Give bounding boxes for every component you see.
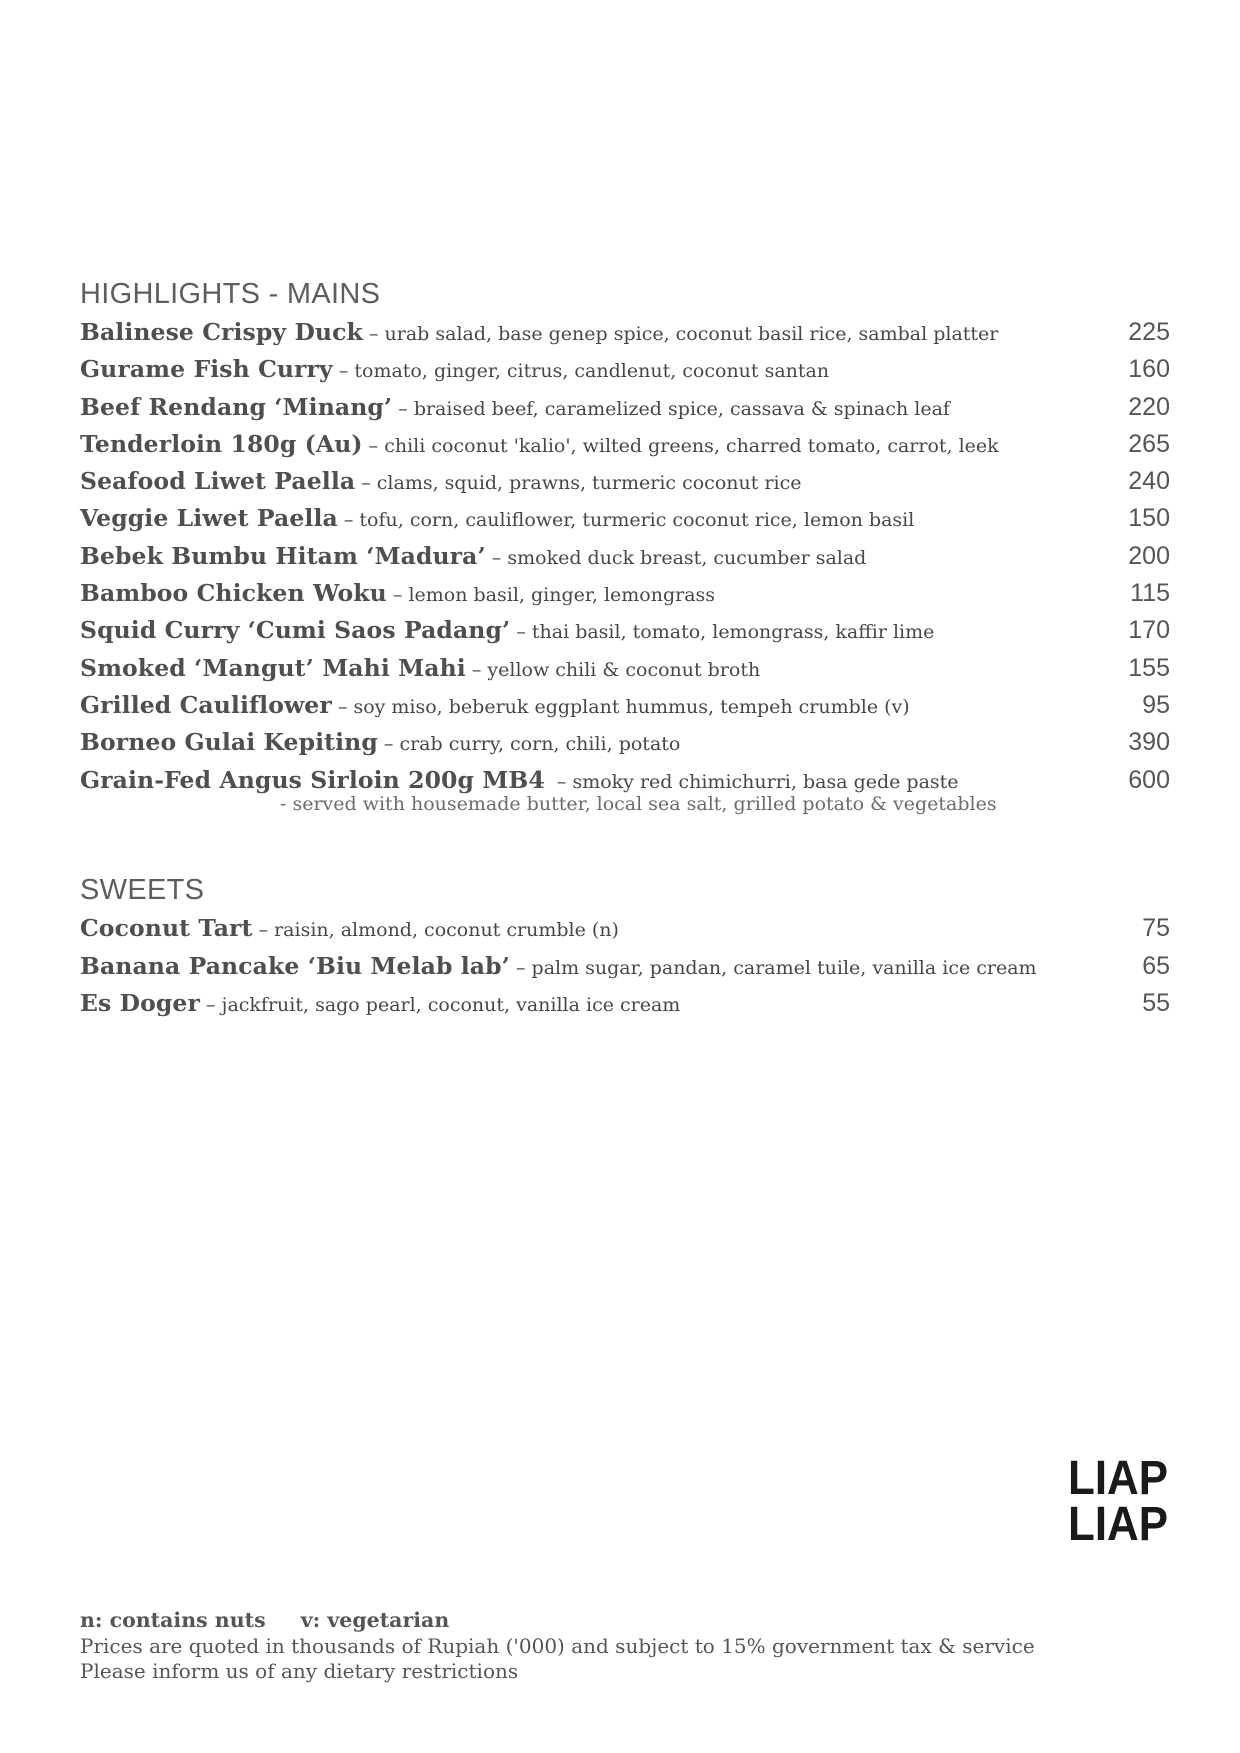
dish-price: 55 bbox=[1142, 989, 1170, 1017]
dish-price: 240 bbox=[1128, 467, 1170, 496]
separator: – bbox=[362, 434, 385, 457]
separator: – bbox=[337, 509, 360, 532]
legend-vegetarian: v: vegetarian bbox=[300, 1608, 450, 1632]
separator: – bbox=[377, 733, 400, 756]
dish-name: Grilled Cauliflower bbox=[80, 690, 332, 719]
dish-name: Balinese Crispy Duck bbox=[80, 318, 363, 346]
separator: – bbox=[331, 695, 354, 718]
menu-item bbox=[80, 728, 1170, 765]
dish-description: tofu, corn, cauliflower, turmeric coconut rice, lemon basil bbox=[359, 509, 915, 532]
dish-description: jackfruit, sago pearl, coconut, vanilla ice cream bbox=[221, 994, 681, 1016]
separator: – bbox=[510, 621, 532, 644]
menu-page bbox=[80, 0, 1170, 1753]
separator: – bbox=[485, 546, 508, 569]
dish-price: 65 bbox=[1142, 951, 1170, 980]
sweets-list bbox=[80, 914, 1170, 1027]
separator: – bbox=[392, 397, 414, 420]
menu-item bbox=[80, 579, 1170, 616]
dish-description: tomato, ginger, citrus, candlenut, coconut santan bbox=[354, 360, 830, 383]
menu-item bbox=[80, 355, 1170, 392]
dish-name: Smoked ‘Mangut’ Mahi Mahi bbox=[80, 653, 466, 682]
dish-price: 75 bbox=[1142, 914, 1170, 942]
dish-description: lemon basil, ginger, lemongrass bbox=[408, 584, 716, 607]
dietary-legend bbox=[80, 1608, 1170, 1634]
dish-price: 160 bbox=[1128, 355, 1170, 384]
dish-name: Bamboo Chicken Woku bbox=[80, 579, 387, 608]
dish-description: thai basil, tomato, lemongrass, kaffir lime bbox=[531, 621, 935, 644]
separator: – bbox=[199, 994, 222, 1016]
legend-nuts: n: contains nuts bbox=[80, 1608, 266, 1632]
dish-name: Bebek Bumbu Hitam ‘Madura’ bbox=[80, 541, 486, 570]
dish-description: palm sugar, pandan, caramel tuile, vanilla ice cream bbox=[531, 956, 1037, 979]
sweets-section-title: SWEETS bbox=[80, 874, 205, 906]
separator: – bbox=[386, 584, 409, 607]
dish-description: braised beef, caramelized spice, cassava & spinach leaf bbox=[413, 397, 950, 420]
dish-name: Coconut Tart bbox=[80, 914, 253, 942]
dish-price: 95 bbox=[1142, 690, 1170, 719]
menu-item bbox=[80, 952, 1170, 990]
menu-item bbox=[80, 467, 1170, 504]
prices-note: Prices are quoted in thousands of Rupiah ('000) and subject to 15% government tax & service bbox=[80, 1634, 1035, 1658]
dietary-note: Please inform us of any dietary restrictions bbox=[80, 1659, 519, 1683]
dish-price: 150 bbox=[1128, 504, 1170, 533]
liap-liap-logo bbox=[1068, 1452, 1168, 1544]
menu-item bbox=[80, 430, 1170, 467]
menu-item bbox=[80, 318, 1170, 355]
dish-description: clams, squid, prawns, turmeric coconut rice bbox=[376, 472, 802, 495]
menu-item bbox=[80, 616, 1170, 653]
menu-item bbox=[80, 504, 1170, 541]
dish-description: chili coconut 'kalio', wilted greens, charred tomato, carrot, leek bbox=[384, 434, 999, 457]
dish-name: Grain-Fed Angus Sirloin 200g MB4 bbox=[80, 765, 545, 794]
separator: – bbox=[362, 323, 385, 345]
dish-description: urab salad, base genep spice, coconut basil rice, sambal platter bbox=[384, 323, 999, 345]
menu-item bbox=[80, 691, 1170, 728]
dish-name: Banana Pancake ‘Biu Melab lab’ bbox=[80, 951, 510, 980]
dish-name: Beef Rendang ‘Minang’ bbox=[80, 392, 393, 421]
dish-price: 170 bbox=[1128, 616, 1170, 645]
menu-item bbox=[80, 914, 1170, 952]
dish-note: - served with housemade butter, local sea salt, grilled potato & vegetables bbox=[280, 792, 997, 815]
dish-price: 390 bbox=[1128, 728, 1170, 757]
dish-name: Seafood Liwet Paella bbox=[80, 467, 356, 496]
separator: – bbox=[465, 658, 488, 681]
dish-price: 225 bbox=[1128, 318, 1170, 346]
dish-name: Borneo Gulai Kepiting bbox=[80, 728, 378, 757]
menu-footer bbox=[80, 1608, 1170, 1684]
menu-item bbox=[80, 393, 1170, 430]
menu-item bbox=[80, 654, 1170, 691]
dish-price: 265 bbox=[1128, 429, 1170, 458]
separator: – bbox=[355, 472, 377, 495]
separator: – bbox=[252, 919, 275, 941]
dish-description: yellow chili & coconut broth bbox=[487, 658, 761, 681]
menu-item bbox=[80, 542, 1170, 579]
dish-price: 220 bbox=[1128, 392, 1170, 421]
dish-price: 600 bbox=[1128, 765, 1170, 794]
dish-description: raisin, almond, coconut crumble (n) bbox=[274, 919, 619, 941]
dish-name: Squid Curry ‘Cumi Saos Padang’ bbox=[80, 616, 511, 645]
dish-description: soy miso, beberuk eggplant hummus, tempeh crumble (v) bbox=[353, 695, 910, 718]
logo-line-1: LIAP bbox=[1068, 1452, 1168, 1505]
separator: – bbox=[509, 956, 532, 979]
dish-price: 200 bbox=[1128, 541, 1170, 570]
mains-section-title: HIGHLIGHTS - MAINS bbox=[80, 278, 381, 310]
mains-list bbox=[80, 318, 1170, 815]
dish-description: smoked duck breast, cucumber salad bbox=[507, 546, 867, 569]
dish-name: Tenderloin 180g (Au) bbox=[80, 429, 363, 458]
logo-line-2: LIAP bbox=[1068, 1498, 1168, 1544]
dish-name: Es Doger bbox=[80, 989, 200, 1017]
dish-name: Gurame Fish Curry bbox=[80, 355, 333, 384]
separator: – bbox=[544, 770, 573, 793]
menu-item bbox=[80, 989, 1170, 1027]
dish-name: Veggie Liwet Paella bbox=[80, 504, 338, 533]
separator: – bbox=[332, 360, 355, 383]
dish-price: 115 bbox=[1130, 579, 1170, 608]
menu-item bbox=[80, 765, 1170, 815]
dish-description: smoky red chimichurri, basa gede paste bbox=[572, 770, 959, 793]
dish-price: 155 bbox=[1128, 653, 1170, 682]
dish-description: crab curry, corn, chili, potato bbox=[399, 733, 681, 756]
